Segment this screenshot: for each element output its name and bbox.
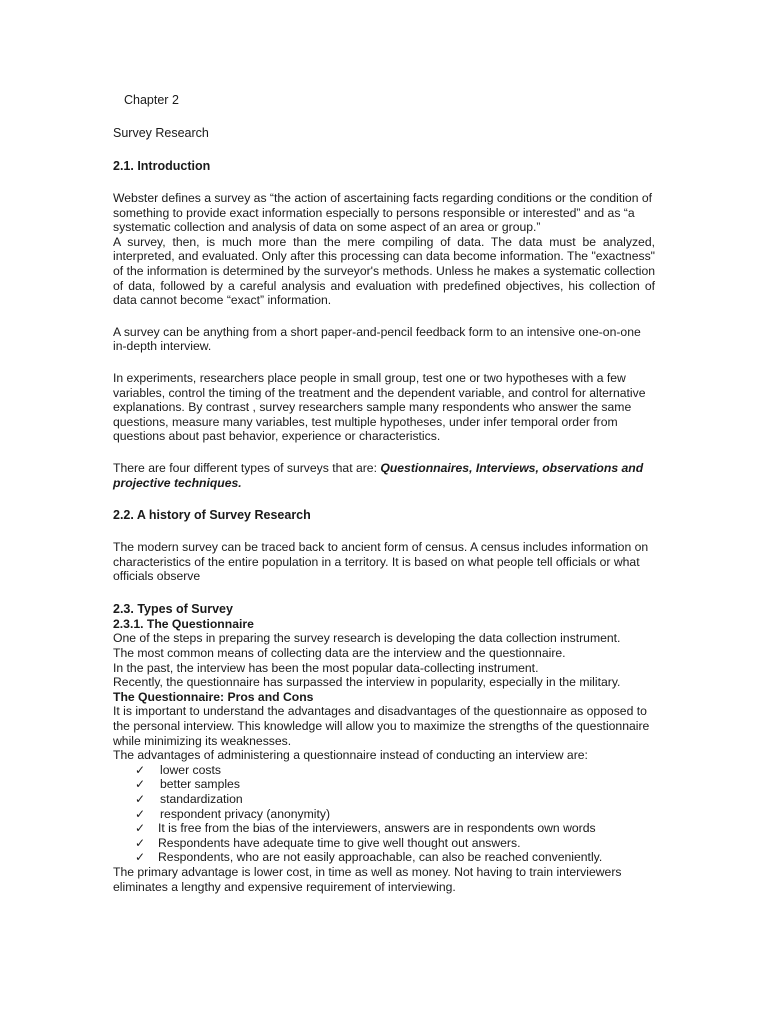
chapter-label: Chapter 2 (124, 93, 179, 107)
intro-paragraph-1: Webster defines a survey as “the action of ascertaining facts regarding conditions or the condition of something to provide exact information especially to persons responsible or interested” and as “a systematic collection and analysis of data on some aspect of an area or group.” (113, 191, 653, 235)
section-heading-types: 2.3. Types of Survey (113, 601, 233, 616)
list-item (113, 807, 655, 822)
pros-cons-paragraph-2: The advantages of administering a questionnaire instead of conducting an interview are: (113, 748, 588, 763)
list-item-label: standardization (160, 792, 243, 806)
intro-paragraph-3: A survey can be anything from a short paper-and-pencil feedback form to an intensive one-on-one in-depth interview. (113, 324, 641, 354)
questionnaire-line-4: Recently, the questionnaire has surpassed the interview in popularity, especially in the military. (113, 675, 621, 690)
check-icon: ✓ (135, 777, 146, 792)
intro-paragraph-4: In experiments, researchers place people in small group, test one or two hypotheses with a few variables, control the timing of the treatment and the dependent variable, and control for alternative explanations. By contrast , survey researchers sample many respondents who answer the same questions, measure many variables, test multiple hypotheses, under infer temporal order from questions about past behavior, experience or characteristics. (113, 370, 646, 444)
list-item-label: Respondents have adequate time to give well thought out answers. (158, 835, 521, 850)
list-item (113, 821, 655, 836)
check-icon: ✓ (135, 835, 146, 850)
check-icon: ✓ (135, 850, 146, 865)
list-item-label: lower costs (160, 762, 221, 777)
questionnaire-line-3: In the past, the interview has been the most popular data-collecting instrument. (113, 660, 539, 675)
closing-paragraph: The primary advantage is lower cost, in time as well as money. Not having to train interviewers eliminates a lengthy and expensive requirement of interviewing. (113, 864, 622, 894)
pros-cons-heading: The Questionnaire: Pros and Cons (113, 689, 314, 704)
questionnaire-line-2: The most common means of collecting data are the interview and the questionnaire. (113, 646, 566, 661)
list-item (113, 850, 655, 865)
list-item-label: better samples (160, 777, 240, 792)
section-heading-introduction: 2.1. Introduction (113, 159, 211, 173)
intro-paragraph-5-lead: There are four different types of surveys that are: (113, 460, 381, 475)
list-item-label: Respondents, who are not easily approachable, can also be reached conveniently. (158, 850, 603, 865)
intro-paragraph-5 (113, 461, 655, 490)
survey-types-list: Questionnaires, Interviews, observations and projective techniques. (113, 460, 644, 490)
list-item (113, 777, 655, 792)
questionnaire-line-1: One of the steps in preparing the survey research is developing the data collection instrument. (113, 631, 621, 646)
list-item-label: respondent privacy (anonymity) (160, 806, 331, 821)
advantages-list (113, 763, 655, 865)
subsection-heading-questionnaire: 2.3.1. The Questionnaire (113, 616, 254, 631)
pros-cons-paragraph-1: It is important to understand the advantages and disadvantages of the questionnaire as opposed to the personal interview. This knowledge will allow you to maximize the strengths of the questionnaire while minimizing its weaknesses. (113, 704, 650, 748)
list-item (113, 792, 655, 807)
list-item-label: It is free from the bias of the interviewers, answers are in respondents own words (158, 821, 596, 836)
check-icon: ✓ (135, 806, 146, 821)
check-icon: ✓ (135, 792, 146, 806)
document-title: Survey Research (113, 126, 209, 140)
document-page (113, 92, 655, 894)
list-item (113, 836, 655, 851)
check-icon: ✓ (135, 762, 146, 777)
list-item (113, 763, 655, 778)
history-paragraph: The modern survey can be traced back to ancient form of census. A census includes information on characteristics of the entire population in a territory. It is based on what people tell officials or what officials observe (113, 540, 649, 584)
intro-paragraph-2: A survey, then, is much more than the mere compiling of data. The data must be analyzed, interpreted, and evaluated. Only after this processing can data become information. The "exactness" of the information is determined by the surveyor's methods. Unless he makes a systematic collection of data, followed by a careful analysis and evaluation with predefined objectives, his collection of data cannot become “exact” information. (113, 234, 655, 308)
section-heading-history: 2.2. A history of Survey Research (113, 508, 311, 523)
check-icon: ✓ (135, 821, 146, 836)
